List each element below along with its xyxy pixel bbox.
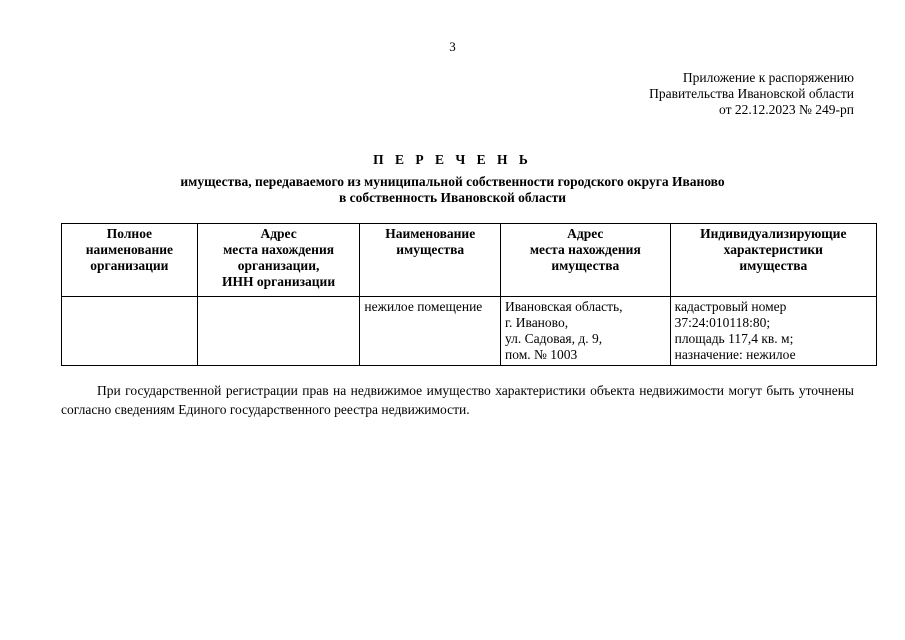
header-text: Полное	[106, 226, 152, 241]
header-text: ИНН организации	[222, 274, 336, 289]
cell-organization-address	[197, 297, 360, 366]
document-subtitle	[0, 174, 905, 206]
table-row	[62, 297, 877, 366]
appendix-line-3: от 22.12.2023 № 249-рп	[719, 102, 854, 117]
header-text: наименование	[85, 242, 173, 257]
characteristic-line: кадастровый номер	[674, 299, 787, 314]
header-text: Адрес	[567, 226, 604, 241]
address-line: г. Иваново,	[504, 315, 569, 330]
table-header-row	[62, 224, 877, 297]
header-text: места нахождения	[529, 242, 641, 257]
header-characteristics	[670, 224, 876, 297]
header-text: имущества	[396, 242, 465, 257]
header-organization-address	[197, 224, 360, 297]
header-text: Наименование	[385, 226, 476, 241]
cell-organization-name	[62, 297, 198, 366]
characteristic-line: назначение: нежилое	[674, 347, 796, 362]
header-text: характеристики	[723, 242, 823, 257]
property-name-text: нежилое помещение	[364, 299, 483, 314]
appendix-line-2: Правительства Ивановской области	[649, 86, 854, 101]
header-text: организации	[90, 258, 169, 273]
header-property-address	[500, 224, 670, 297]
cell-characteristics	[670, 297, 876, 366]
header-text: Индивидуализирующие	[700, 226, 847, 241]
address-line: ул. Садовая, д. 9,	[504, 331, 603, 346]
address-line: пом. № 1003	[504, 347, 578, 362]
subtitle-line-1: имущества, передаваемого из муниципальной собственности городского округа Иваново	[180, 174, 725, 189]
header-text: организации,	[237, 258, 320, 273]
document-title: П Е Р Е Ч Е Н Ь	[373, 152, 532, 167]
appendix-line-1: Приложение к распоряжению	[682, 70, 854, 85]
header-text: места нахождения	[223, 242, 335, 257]
subtitle-line-2: в собственность Ивановской области	[338, 190, 567, 205]
header-text: имущества	[551, 258, 620, 273]
characteristic-line: площадь 117,4 кв. м;	[674, 331, 794, 346]
header-organization-name	[62, 224, 198, 297]
cell-property-address	[500, 297, 670, 366]
appendix-header	[649, 70, 854, 118]
characteristic-line: 37:24:010118:80;	[674, 315, 771, 330]
header-text: Адрес	[260, 226, 297, 241]
header-property-name	[360, 224, 501, 297]
page-number: 3	[449, 39, 456, 54]
cell-property-name	[360, 297, 501, 366]
registration-note: При государственной регистрации прав на недвижимое имущество характеристики объекта недвижимости могут быть уточнены согласно сведениям Единого государственного реестра недвижимости.	[61, 383, 854, 417]
header-text: имущества	[739, 258, 808, 273]
property-table	[61, 223, 877, 366]
address-line: Ивановская область,	[504, 299, 623, 314]
